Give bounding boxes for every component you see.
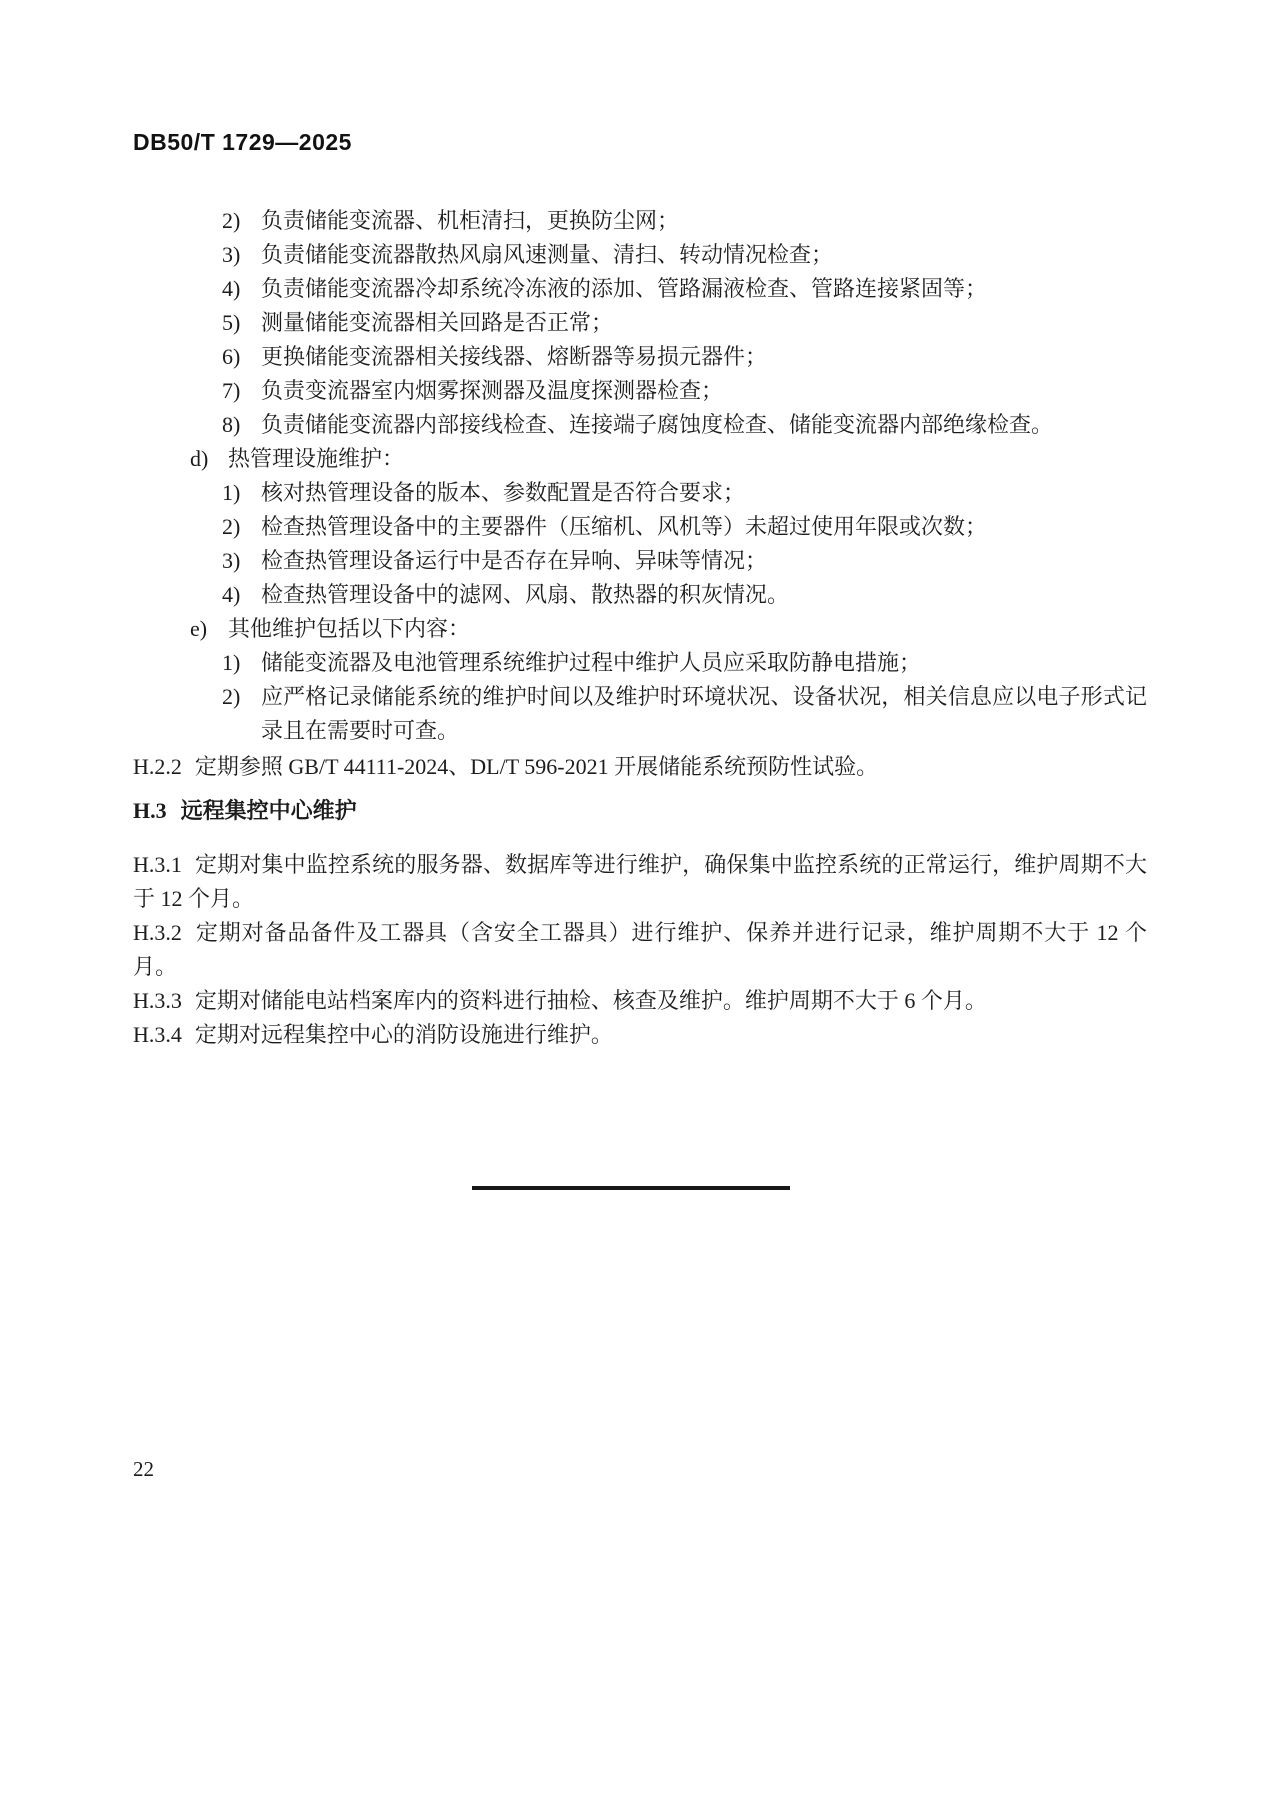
heading-number: H.3 <box>133 798 167 823</box>
item-text: 负责变流器室内烟雾探测器及温度探测器检查； <box>261 378 724 403</box>
item-text: 负责储能变流器内部接线检查、连接端子腐蚀度检查、储能变流器内部绝缘检查。 <box>261 412 1054 437</box>
list-item <box>222 238 1147 272</box>
list-item-e <box>190 612 1147 646</box>
clause-text: 定期对储能电站档案库内的资料进行抽检、核查及维护。维护周期不大于 6 个月。 <box>194 988 987 1013</box>
item-number: 4) <box>222 582 241 607</box>
clause-text: 定期对备品备件及工器具（含安全工器具）进行维护、保养并进行记录，维护周期不大于 12 个月。 <box>133 920 1147 979</box>
item-number: 8) <box>222 412 241 437</box>
clause-number: H.2.2 <box>133 754 182 779</box>
clause-number: H.3.1 <box>133 852 182 877</box>
section-heading-h3 <box>133 794 1147 828</box>
item-number: 3) <box>222 548 241 573</box>
list-item <box>222 306 1147 340</box>
heading-title: 远程集控中心维护 <box>180 798 357 823</box>
list-item <box>222 374 1147 408</box>
list-item <box>222 204 1147 238</box>
end-of-text-rule <box>472 1186 790 1190</box>
clause-number: H.3.3 <box>133 988 182 1013</box>
clause-number: H.3.2 <box>133 920 182 945</box>
list-item <box>222 510 1147 544</box>
clause-text: 定期参照 GB/T 44111-2024、DL/T 596-2021 开展储能系统预防性试验。 <box>194 754 879 779</box>
clause-h3-1 <box>133 848 1147 916</box>
item-text: 负责储能变流器冷却系统冷冻液的添加、管路漏液检查、管路连接紧固等； <box>261 276 988 301</box>
item-letter: e) <box>190 616 208 641</box>
list-item <box>222 544 1147 578</box>
list-item <box>222 408 1147 442</box>
list-item <box>222 578 1147 612</box>
list-item <box>222 272 1147 306</box>
item-text: 负责储能变流器、机柜清扫，更换防尘网； <box>261 208 680 233</box>
item-text: 负责储能变流器散热风扇风速测量、清扫、转动情况检查； <box>261 242 834 267</box>
list-item <box>222 476 1147 510</box>
item-number: 7) <box>222 378 241 403</box>
item-number: 4) <box>222 276 241 301</box>
item-number: 2) <box>222 514 241 539</box>
item-text: 检查热管理设备中的主要器件（压缩机、风机等）未超过使用年限或次数； <box>261 514 988 539</box>
clause-h3-2 <box>133 916 1147 984</box>
item-text: 检查热管理设备中的滤网、风扇、散热器的积灰情况。 <box>261 582 790 607</box>
item-text: 更换储能变流器相关接线器、熔断器等易损元器件； <box>261 344 768 369</box>
clause-number: H.3.4 <box>133 1022 182 1047</box>
item-text: 热管理设施维护： <box>228 446 405 471</box>
clause-h3-3 <box>133 984 1147 1018</box>
list-item <box>222 646 1147 680</box>
item-number: 3) <box>222 242 241 267</box>
item-text: 储能变流器及电池管理系统维护过程中维护人员应采取防静电措施； <box>261 650 922 675</box>
item-text: 核对热管理设备的版本、参数配置是否符合要求； <box>261 480 746 505</box>
clause-h3-4 <box>133 1018 1147 1052</box>
list-item <box>222 680 1147 748</box>
clause-text: 定期对集中监控系统的服务器、数据库等进行维护，确保集中监控系统的正常运行，维护周期不大于 12 个月。 <box>133 852 1147 911</box>
clause-h2-2 <box>133 750 1147 784</box>
list-item <box>222 340 1147 374</box>
item-number: 5) <box>222 310 241 335</box>
item-text: 检查热管理设备运行中是否存在异响、异味等情况； <box>261 548 768 573</box>
item-number: 1) <box>222 650 241 675</box>
item-text: 应严格记录储能系统的维护时间以及维护时环境状况、设备状况，相关信息应以电子形式记录且在需要时可查。 <box>261 684 1147 743</box>
item-text: 其他维护包括以下内容： <box>228 616 471 641</box>
clause-text: 定期对远程集控中心的消防设施进行维护。 <box>194 1022 613 1047</box>
item-number: 6) <box>222 344 241 369</box>
page-number: 22 <box>133 1457 154 1481</box>
list-item-d <box>190 442 1147 476</box>
item-text: 测量储能变流器相关回路是否正常； <box>261 310 614 335</box>
item-number: 2) <box>222 684 241 709</box>
item-number: 1) <box>222 480 241 505</box>
document-body <box>133 204 1147 1052</box>
item-number: 2) <box>222 208 241 233</box>
item-letter: d) <box>190 446 209 471</box>
document-code: DB50/T 1729—2025 <box>133 129 352 155</box>
